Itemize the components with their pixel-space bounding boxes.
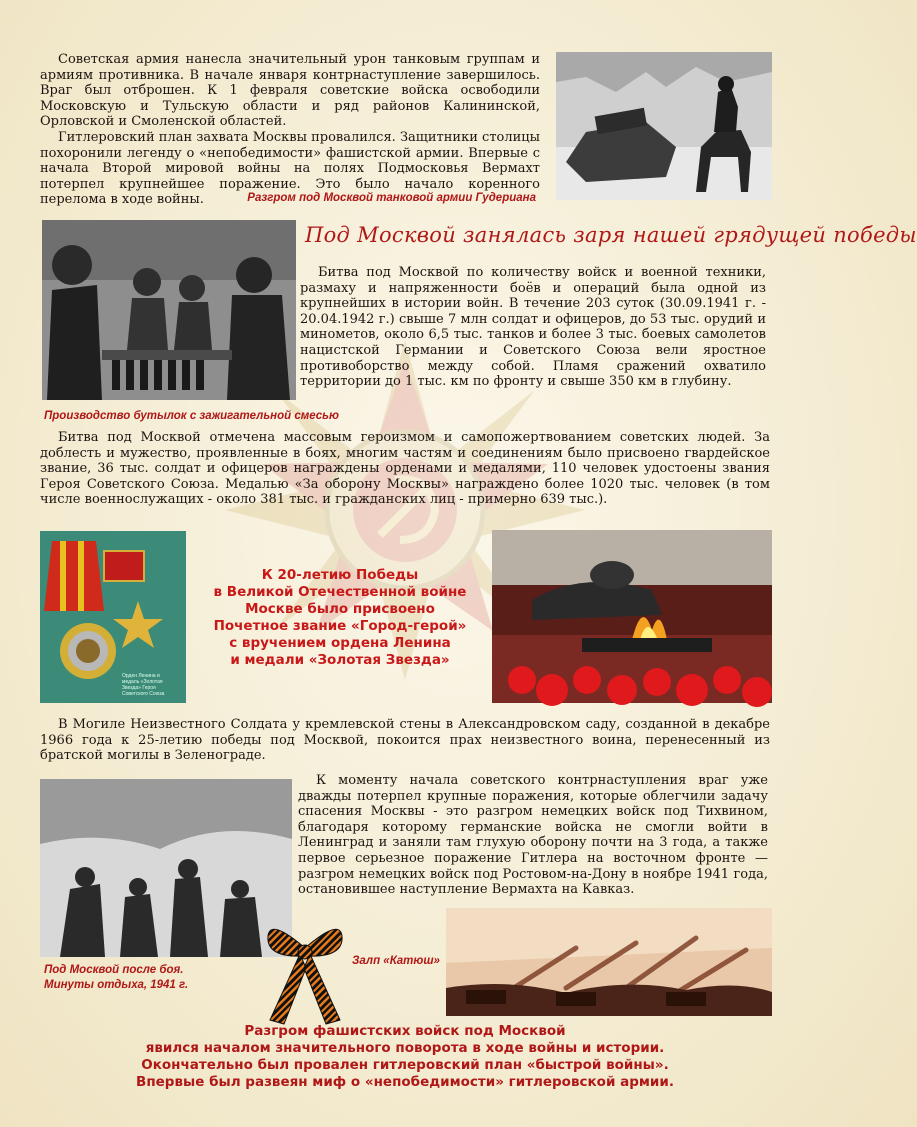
factory-workers-photo-illustration xyxy=(42,220,296,400)
award-line: Почетное звание «Город-герой» xyxy=(213,618,467,634)
paragraph-tomb: В Могиле Неизвестного Солдата у кремлевской стены в Александровском саду, созданной в декабре 1966 года к 25-летию победы под Москвой, покоится прах неизвестного воина, перенесенный из братской могилы в Зеленограде. xyxy=(40,717,770,764)
photo-katyusha-salvo xyxy=(446,908,772,1016)
paragraph-battle-scale: Битва под Москвой по количеству войск и военной техники, размаху и напряженности боёв и операций была одной из крупнейших в истории войн. В течение 203 суток (30.09.1941 г. - 20.04.1942 г.) свыше 7 млн солдат и офицеров, до 53 тыс. орудий и минометов, около 6,5 тыс. танков и более 3 тыс. боевых самолетов нацистской Германии и Советского Союза вели яростное противоборство между собой. Пламя сражений охватило территории до 1 тыс. км по фронту и свыше 350 км в глубину. xyxy=(300,265,766,390)
caption-rest-line: Под Москвой после боя. xyxy=(44,964,184,976)
katyusha-rockets-illustration xyxy=(446,908,772,1016)
medal-caption-line: Советского Союза xyxy=(122,691,165,697)
award-line: К 20-летию Победы xyxy=(261,567,419,583)
hero-city-award-text xyxy=(192,567,488,669)
paragraph-plan-failed: Гитлеровский план захвата Москвы провалился. Защитники столицы похоронили легенду о «непобедимости» фашистской армии. Впервые с начала Второй мировой войны на полях Подмосковья Вермахт потерпел крупнейшее поражение. Это было начало коренного перелома в ходе войны. xyxy=(40,129,540,208)
conclusion-line: явился началом значительного поворота в ходе войны и истории. xyxy=(145,1040,665,1056)
heroism-text xyxy=(40,430,770,508)
award-line: и медали «Золотая Звезда» xyxy=(230,652,450,668)
caption-guderian: Разгром под Москвой танковой армии Гудериана xyxy=(247,192,536,204)
conclusion-line: Окончательно был провален гитлеровский план «быстрой войны». xyxy=(141,1057,669,1073)
medal-caption xyxy=(122,673,182,697)
tomb-unknown-soldier-illustration xyxy=(492,530,772,703)
conclusion-line: Разгром фашистских войск под Москвой xyxy=(244,1023,566,1039)
award-line: в Великой Отечественной войне xyxy=(213,584,467,600)
intro-text xyxy=(40,52,540,208)
photo-guderian-rout xyxy=(556,52,772,200)
photo-eternal-flame xyxy=(492,530,772,703)
conclusion-line: Впервые был развеян миф о «непобедимости» гитлеровской армии. xyxy=(136,1074,674,1090)
tikhvin-rostov-text xyxy=(298,773,768,898)
award-line: с вручением ордена Ленина xyxy=(229,635,451,651)
paragraph-counteroffensive: Советская армия нанесла значительный урон танковым группам и армиям противника. В начале января контрнаступление завершилось. Враг был отброшен. К 1 февраля советские войска освободили Московскую и Тульскую области и ряд районов Калининской, Орловской и Смоленской областей. xyxy=(40,52,540,130)
caption-bottles: Производство бутылок с зажигательной смесью xyxy=(44,410,339,422)
medal-caption-line: Орден Ленина и xyxy=(122,673,160,679)
battle-scale-text xyxy=(300,265,766,390)
photo-bottle-production xyxy=(42,220,296,400)
medal-caption-line: медаль «Золотая xyxy=(122,679,163,685)
caption-rest-line: Минуты отдыха, 1941 г. xyxy=(44,979,189,991)
page-headline: Под Москвой занялась заря нашей грядущей победы xyxy=(305,223,917,247)
caption-katyusha: Залп «Катюш» xyxy=(352,955,440,967)
medal-caption-line: Звезда» Героя xyxy=(122,685,156,691)
tomb-text xyxy=(40,717,770,764)
caption-rest xyxy=(44,963,188,993)
award-line: Москве было присвоено xyxy=(245,601,435,617)
medal-image xyxy=(40,531,186,703)
winter-tank-photo-illustration xyxy=(556,52,772,200)
conclusion-text xyxy=(40,1023,770,1091)
paragraph-tikhvin-rostov: К моменту начала советского контрнаступления враг уже дважды потерпел крупные поражения, которые облегчили задачу спасения Москвы - это разгром немецких войск под Тихвином, благодаря которому германские войска не смогли войти в Ленинград и заняли там глухую оборону почти на 3 года, а также первое серьезное поражение Гитлера на восточном фронте — разгром немецких войск под Ростовом-на-Дону в ноябре 1941 года, остановившее наступление Вермахта на Кавказ. xyxy=(298,773,768,898)
st-george-ribbon-icon xyxy=(250,908,360,1026)
paragraph-heroism: Битва под Москвой отмечена массовым героизмом и самопожертвованием советских людей. За доблесть и мужество, проявленные в боях, многим частям и соединениям было присвоено гвардейское звание, 36 тыс. солдат и офицеров награждены орденами и медалями, 110 человек удостоены звания Героя Советского Союза. Медалью «За оборону Москвы» награждено более 1020 тыс. человек (в том числе военнослужащих - около 381 тыс. и гражданских лиц - примерно 639 тыс.). xyxy=(40,430,770,508)
